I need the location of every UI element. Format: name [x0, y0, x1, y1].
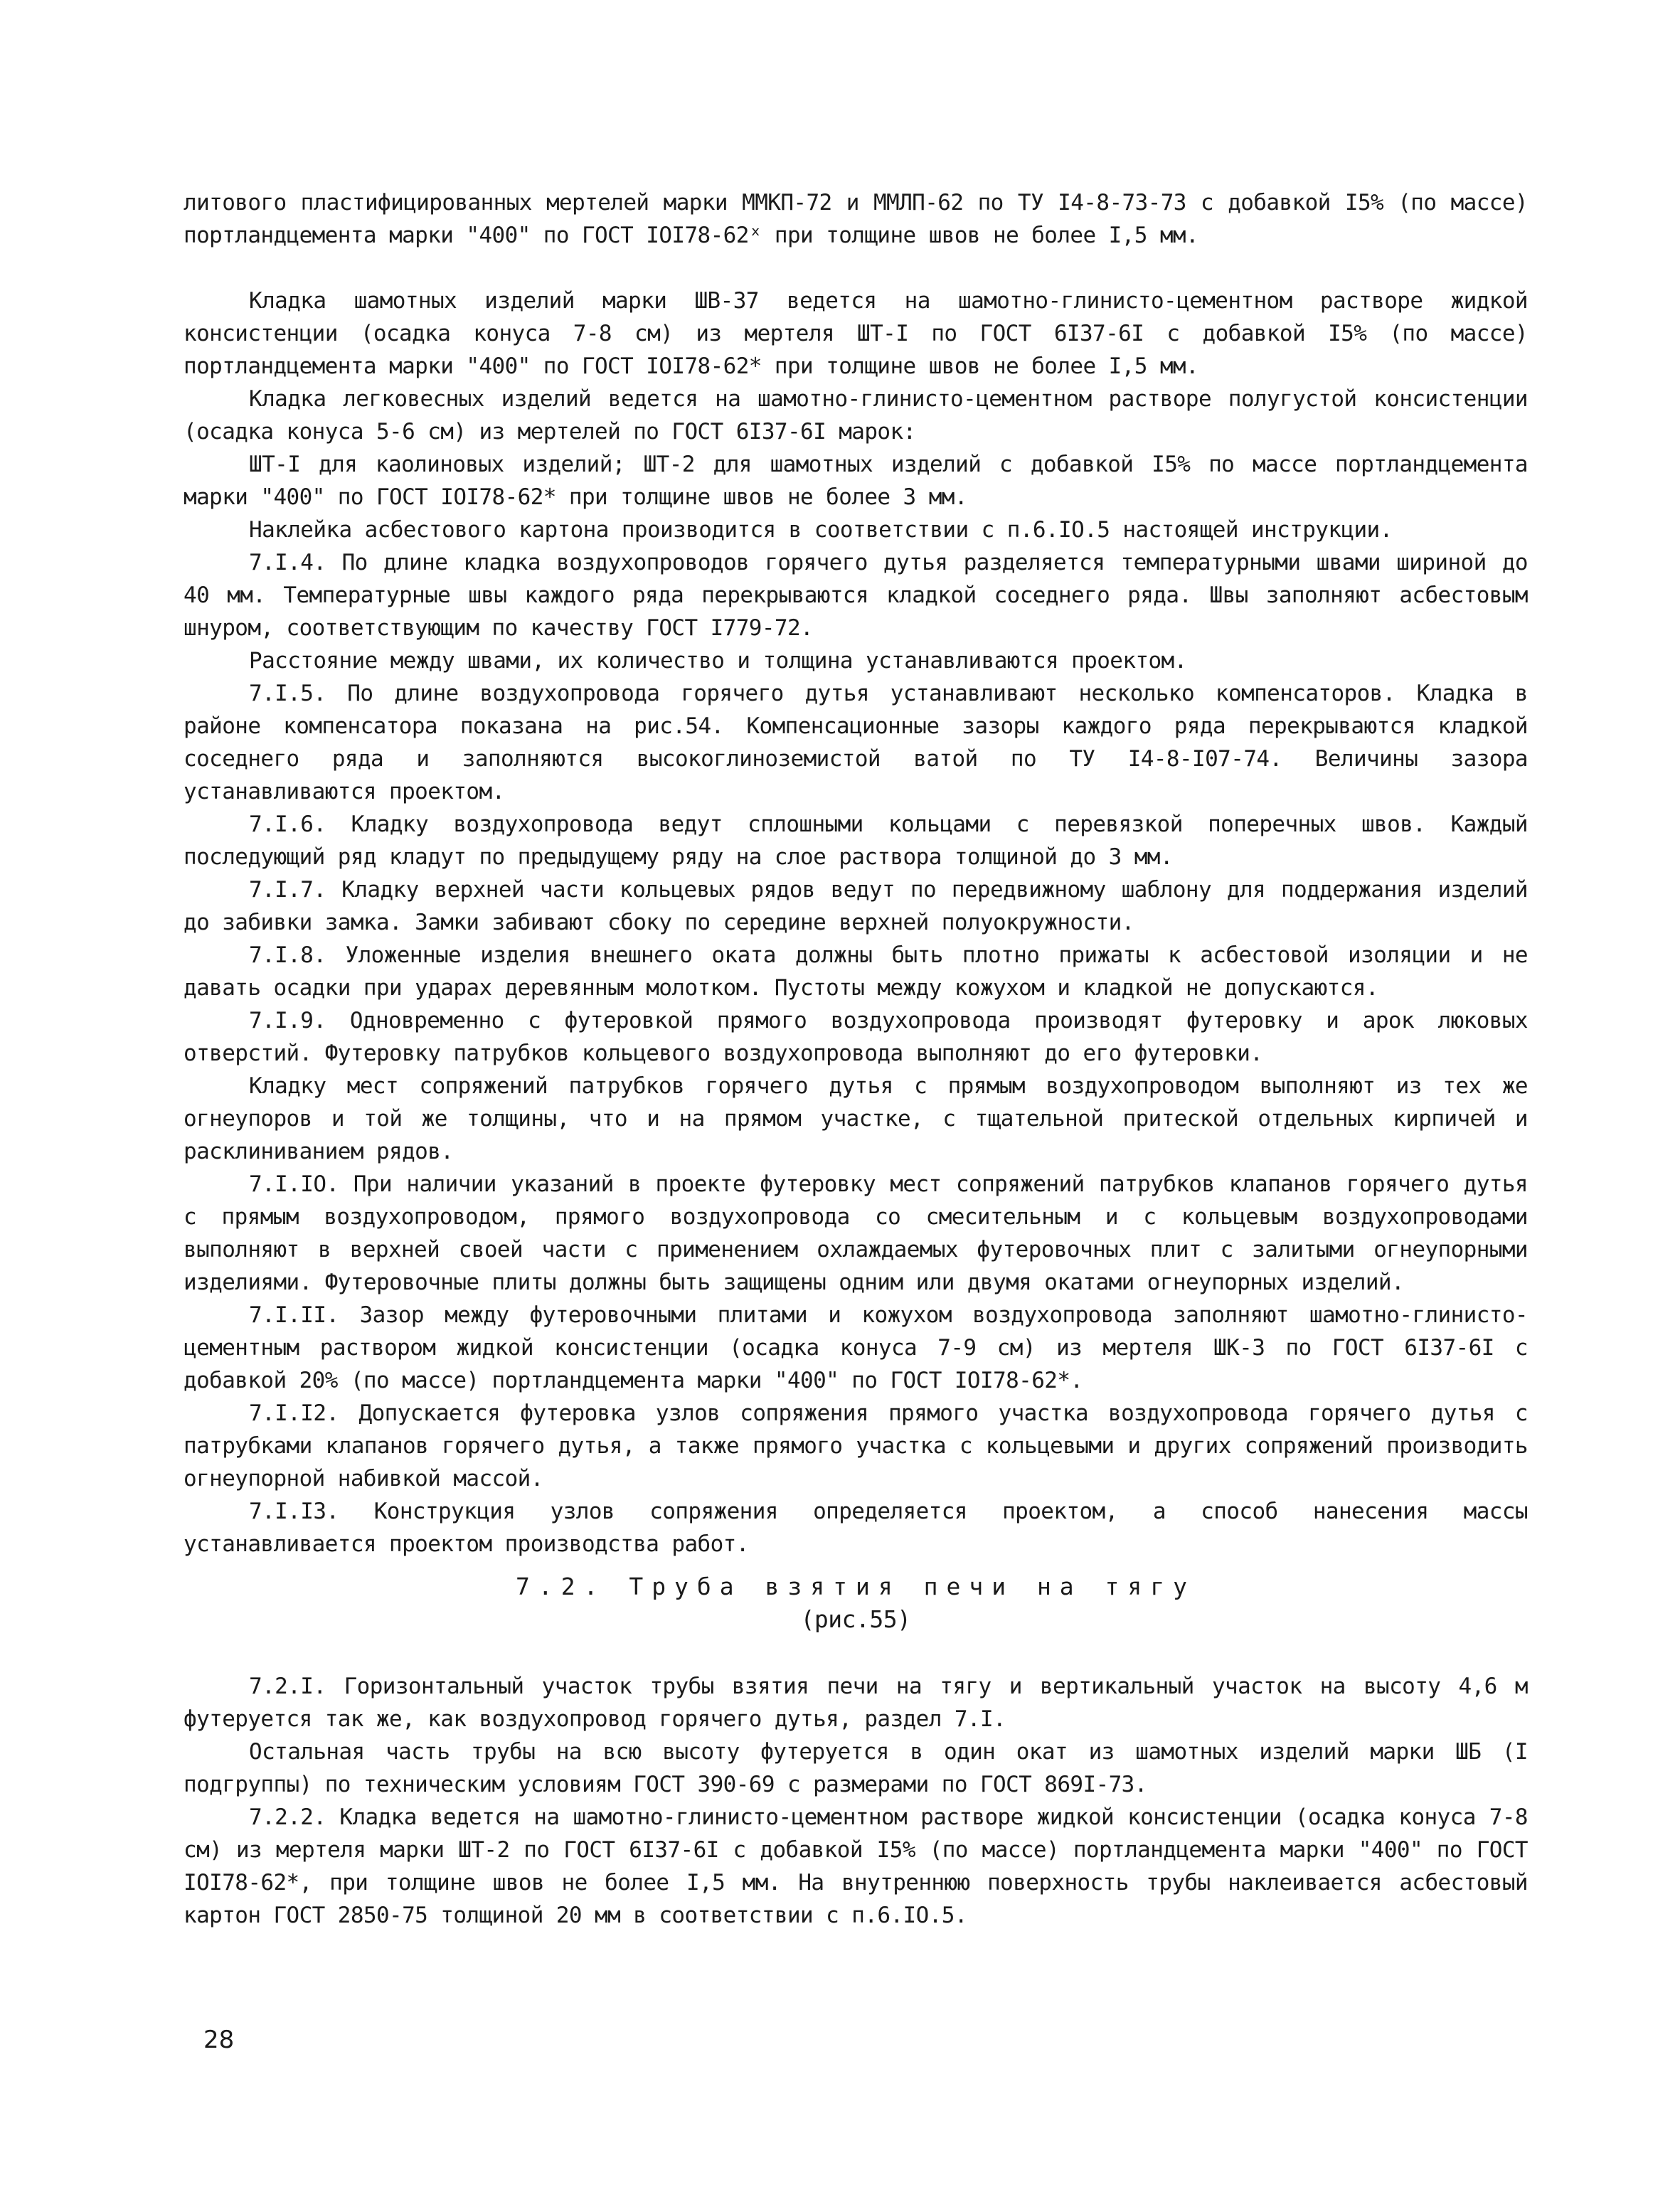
paragraph: ШТ-I для каолиновых изделий; ШТ-2 для шамотных изделий с добавкой I5% по массе портландцемента марки "400" по ГОСТ IOI78-62* при толщине швов не более 3 мм.: [184, 452, 1528, 510]
section-title: 7.2. Труба взятия печи на тягу: [515, 1573, 1196, 1600]
paragraph: 7.I.II. Зазор между футеровочными плитами и кожухом воздухопровода заполняют шамотно-глинисто-цементным раствором жидкой консистенции (осадка конуса 7-9 см) из мертеля ШК-3 по ГОСТ 6I37-6I с добавкой 20% (по массе) портландцемента марки "400" по ГОСТ IOI78-62*.: [184, 1302, 1528, 1393]
paragraph: 7.I.I2. Допускается футеровка узлов сопряжения прямого участка воздухопровода горячего дутья с патрубками клапанов горячего дутья, а также прямого участка с кольцевыми и других сопряжений производить огнеупорной набивкой массой.: [184, 1400, 1528, 1492]
paragraph: Кладку мест сопряжений патрубков горячего дутья с прямым воздухопроводом выполняют из тех же огнеупоров и той же толщины, что и на прямом участке, с тщательной притеской отдельных кирпичей и расклиниванием рядов.: [184, 1073, 1528, 1164]
paragraph: Расстояние между швами, их количество и толщина устанавливаются проектом.: [249, 648, 1187, 674]
paragraph: литового пластифицированных мертелей марки ММКП-72 и ММЛП-62 по ТУ I4-8-73-73 с добавкой I5% (по массе) портландцемента марки "400" по ГОСТ IOI78-62ˣ при толщине швов не более I,5 мм.: [184, 190, 1528, 248]
page-number: 28: [203, 2026, 235, 2054]
body-text-bottom: [184, 1670, 1528, 1932]
paragraph: 7.I.7. Кладку верхней части кольцевых рядов ведут по передвижному шаблону для поддержания изделий до забивки замка. Замки забивают сбоку по середине верхней полуокружности.: [184, 877, 1528, 935]
paragraph: Кладка легковесных изделий ведется на шамотно-глинисто-цементном растворе полугустой консистенции (осадка конуса 5-6 см) из мертелей по ГОСТ 6I37-6I марок:: [184, 386, 1528, 445]
paragraph: 7.I.4. По длине кладка воздухопроводов горячего дутья разделяется температурными швами шириной до 40 мм. Температурные швы каждого ряда перекрываются кладкой соседнего ряда. Швы заполняют асбестовым шнуром, соответствующим по качеству ГОСТ I779-72.: [184, 550, 1528, 641]
paragraph: 7.I.6. Кладку воздухопровода ведут сплошными кольцами с перевязкой поперечных швов. Каждый последующий ряд кладут по предыдущему ряду на слое раствора толщиной до 3 мм.: [184, 812, 1528, 870]
paragraph: 7.I.I3. Конструкция узлов сопряжения определяется проектом, а способ нанесения массы устанавливается проектом производства работ.: [184, 1499, 1528, 1557]
paragraph: 7.I.9. Одновременно с футеровкой прямого воздухопровода производят футеровку и арок люковых отверстий. Футеровку патрубков кольцевого воздухопровода выполняют до его футеровки.: [184, 1008, 1528, 1066]
paragraph: 7.I.8. Уложенные изделия внешнего оката должны быть плотно прижаты к асбестовой изоляции и не давать осадки при ударах деревянным молотком. Пустоты между кожухом и кладкой не допускаются.: [184, 942, 1528, 1001]
section-heading: [184, 1570, 1528, 1636]
paragraph: Остальная часть трубы на всю высоту футеруется в один окат из шамотных изделий марки ШБ (I подгруппы) по техническим условиям ГОСТ 390-69 с размерами по ГОСТ 869I-73.: [184, 1739, 1528, 1797]
paragraph: 7.I.IO. При наличии указаний в проекте футеровку мест сопряжений патрубков клапанов горячего дутья с прямым воздухопроводом, прямого воздухопровода со смесительным и с кольцевым воздухопроводами выполняют в верхней своей части с применением охлаждаемых футеровочных плит с залитыми огнеупорными изделиями. Футеровочные плиты должны быть защищены одним или двумя окатами огнеупорных изделий.: [184, 1171, 1528, 1295]
paragraph: 7.I.5. По длине воздухопровода горячего дутья устанавливают несколько компенсаторов. Кладка в районе компенсатора показана на рис.54. Компенсационные зазоры каждого ряда перекрываются кладкой соседнего ряда и заполняются высокоглиноземистой ватой по ТУ I4-8-I07-74. Величины зазора устанавливаются проектом.: [184, 681, 1528, 804]
paragraph: Кладка шамотных изделий марки ШВ-37 ведется на шамотно-глинисто-цементном растворе жидкой консистенции (осадка конуса 7-8 см) из мертеля ШТ-I по ГОСТ 6I37-6I с добавкой I5% (по массе) портландцемента марки "400" по ГОСТ IOI78-62* при толщине швов не более I,5 мм.: [184, 288, 1528, 379]
body-text-top: [184, 186, 1528, 1561]
section-figure-reference: (рис.55): [800, 1605, 911, 1633]
paragraph: 7.2.I. Горизонтальный участок трубы взятия печи на тягу и вертикальный участок на высоту 4,6 м футеруется так же, как воздухопровод горячего дутья, раздел 7.I.: [184, 1674, 1528, 1732]
paragraph: Наклейка асбестового картона производится в соответствии с п.6.IO.5 настоящей инструкции.: [249, 517, 1393, 543]
paragraph: 7.2.2. Кладка ведется на шамотно-глинисто-цементном растворе жидкой консистенции (осадка конуса 7-8 см) из мертеля марки ШТ-2 по ГОСТ 6I37-6I с добавкой I5% (по массе) портландцемента марки "400" по ГОСТ IOI78-62*, при толщине швов не более I,5 мм. На внутреннюю поверхность трубы наклеивается асбестовый картон ГОСТ 2850-75 толщиной 20 мм в соответствии с п.6.IO.5.: [184, 1804, 1528, 1928]
